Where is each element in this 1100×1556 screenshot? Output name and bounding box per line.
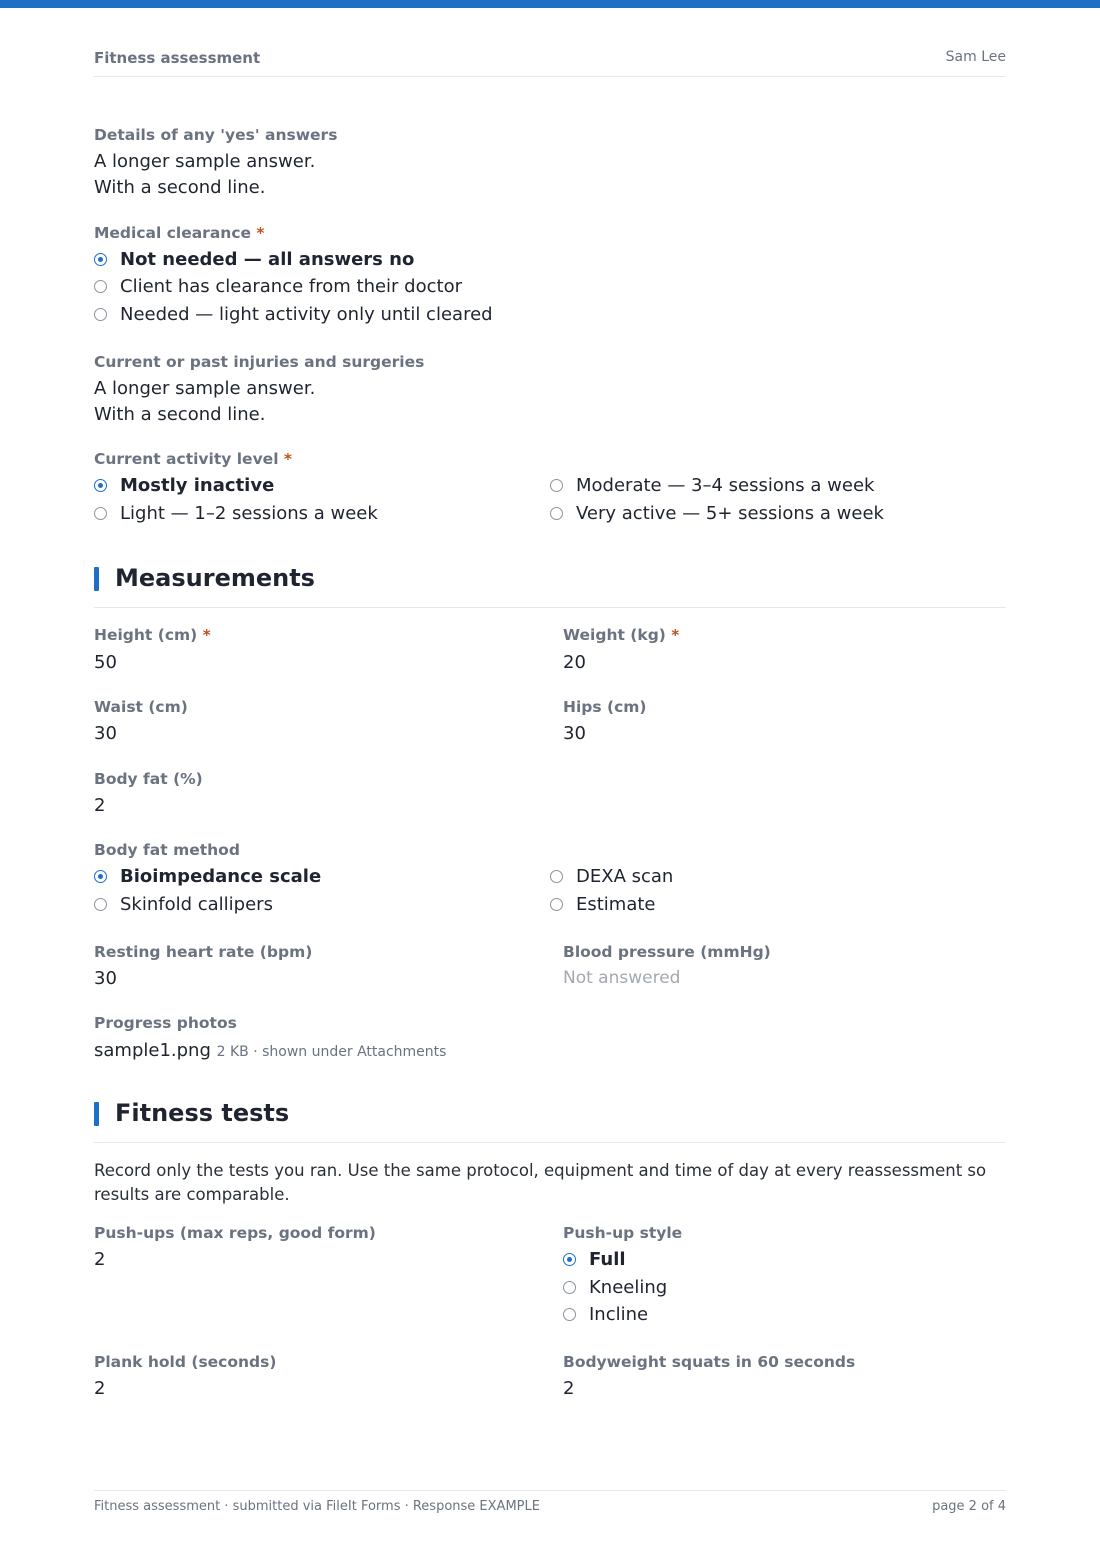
file-meta: 2 KB · shown under Attachments: [216, 1044, 447, 1060]
option-label: Needed — light activity only until cleared: [120, 304, 493, 325]
injuries-value: A longer sample answer. With a second line.: [94, 378, 316, 425]
body-fat-value: 2: [94, 795, 106, 816]
radio-unselected-icon[interactable]: [550, 898, 563, 911]
resting-hr-label: Resting heart rate (bpm): [94, 943, 313, 961]
medical-clearance-label: [94, 224, 265, 242]
form-title: Fitness assessment: [94, 49, 261, 67]
option-label: Bioimpedance scale: [120, 866, 322, 887]
radio-selected-icon[interactable]: [94, 479, 107, 492]
option-label: Very active — 5+ sessions a week: [576, 503, 884, 524]
waist-value: 30: [94, 723, 117, 744]
radio-unselected-icon[interactable]: [94, 308, 107, 321]
section-accent-bar: [94, 567, 99, 591]
pushups-label: Push-ups (max reps, good form): [94, 1224, 376, 1242]
section-title: Fitness tests: [115, 1099, 290, 1127]
radio-unselected-icon[interactable]: [550, 870, 563, 883]
section-measurements: [94, 564, 1006, 608]
page-header: [94, 48, 1006, 77]
required-marker: *: [256, 224, 265, 242]
option-label: Light — 1–2 sessions a week: [120, 503, 378, 524]
radio-selected-icon[interactable]: [94, 870, 107, 883]
section-title: Measurements: [115, 564, 315, 592]
squats-value: 2: [563, 1378, 575, 1399]
file-name[interactable]: sample1.png: [94, 1040, 211, 1061]
radio-unselected-icon[interactable]: [94, 898, 107, 911]
option-label: Client has clearance from their doctor: [120, 276, 462, 297]
fitness-tests-intro: Record only the tests you ran. Use the same protocol, equipment and time of day at every reassessment so results are comparable.: [94, 1161, 987, 1204]
activity-level-label: [94, 450, 292, 468]
resting-hr-value: 30: [94, 968, 117, 989]
plank-label: Plank hold (seconds): [94, 1353, 277, 1371]
required-marker: *: [283, 450, 293, 468]
progress-photo-file[interactable]: [94, 1040, 446, 1061]
height-label: [94, 626, 211, 644]
option-label: DEXA scan: [576, 866, 674, 887]
radio-unselected-icon[interactable]: [563, 1281, 576, 1294]
top-accent-bar: [0, 0, 1100, 8]
page-number: page 2 of 4: [932, 1499, 1006, 1514]
progress-photos-label: Progress photos: [94, 1014, 237, 1032]
weight-label-text: Weight (kg): [563, 626, 666, 644]
pushups-value: 2: [94, 1249, 106, 1270]
weight-label: [563, 626, 679, 644]
yes-details-value: A longer sample answer. With a second line.: [94, 151, 316, 198]
plank-value: 2: [94, 1378, 106, 1399]
option-label: Skinfold callipers: [120, 894, 273, 915]
radio-unselected-icon[interactable]: [563, 1308, 576, 1321]
respondent-name: Sam Lee: [945, 49, 1006, 65]
body-fat-label: Body fat (%): [94, 770, 203, 788]
radio-unselected-icon[interactable]: [550, 507, 563, 520]
blood-pressure-value: Not answered: [563, 968, 681, 988]
medical-clearance-label-text: Medical clearance: [94, 224, 252, 242]
weight-value: 20: [563, 652, 586, 673]
radio-unselected-icon[interactable]: [94, 280, 107, 293]
height-value: 50: [94, 652, 117, 673]
section-fitness-tests: [94, 1099, 1006, 1143]
blood-pressure-label: Blood pressure (mmHg): [563, 943, 771, 961]
height-label-text: Height (cm): [94, 626, 198, 644]
hips-value: 30: [563, 723, 586, 744]
radio-selected-icon[interactable]: [94, 253, 107, 266]
option-label: Estimate: [576, 894, 656, 915]
radio-unselected-icon[interactable]: [94, 507, 107, 520]
hips-label: Hips (cm): [563, 698, 647, 716]
required-marker: *: [671, 626, 680, 644]
pushup-style-label: Push-up style: [563, 1224, 683, 1242]
option-label: Moderate — 3–4 sessions a week: [576, 475, 875, 496]
activity-level-label-text: Current activity level: [94, 450, 279, 468]
section-accent-bar: [94, 1102, 99, 1126]
option-label: Not needed — all answers no: [120, 249, 415, 270]
squats-label: Bodyweight squats in 60 seconds: [563, 1353, 856, 1371]
option-label: Kneeling: [589, 1277, 668, 1298]
option-label: Incline: [589, 1304, 649, 1325]
option-label: Full: [589, 1249, 626, 1270]
radio-unselected-icon[interactable]: [550, 479, 563, 492]
option-label: Mostly inactive: [120, 475, 275, 496]
footer-info: Fitness assessment · submitted via FileIt Forms · Response EXAMPLE: [94, 1499, 540, 1514]
radio-selected-icon[interactable]: [563, 1253, 576, 1266]
injuries-label: Current or past injuries and surgeries: [94, 353, 425, 371]
required-marker: *: [202, 626, 211, 644]
waist-label: Waist (cm): [94, 698, 188, 716]
yes-details-label: Details of any 'yes' answers: [94, 126, 338, 144]
body-fat-method-label: Body fat method: [94, 841, 240, 859]
page-footer: [94, 1490, 1006, 1521]
